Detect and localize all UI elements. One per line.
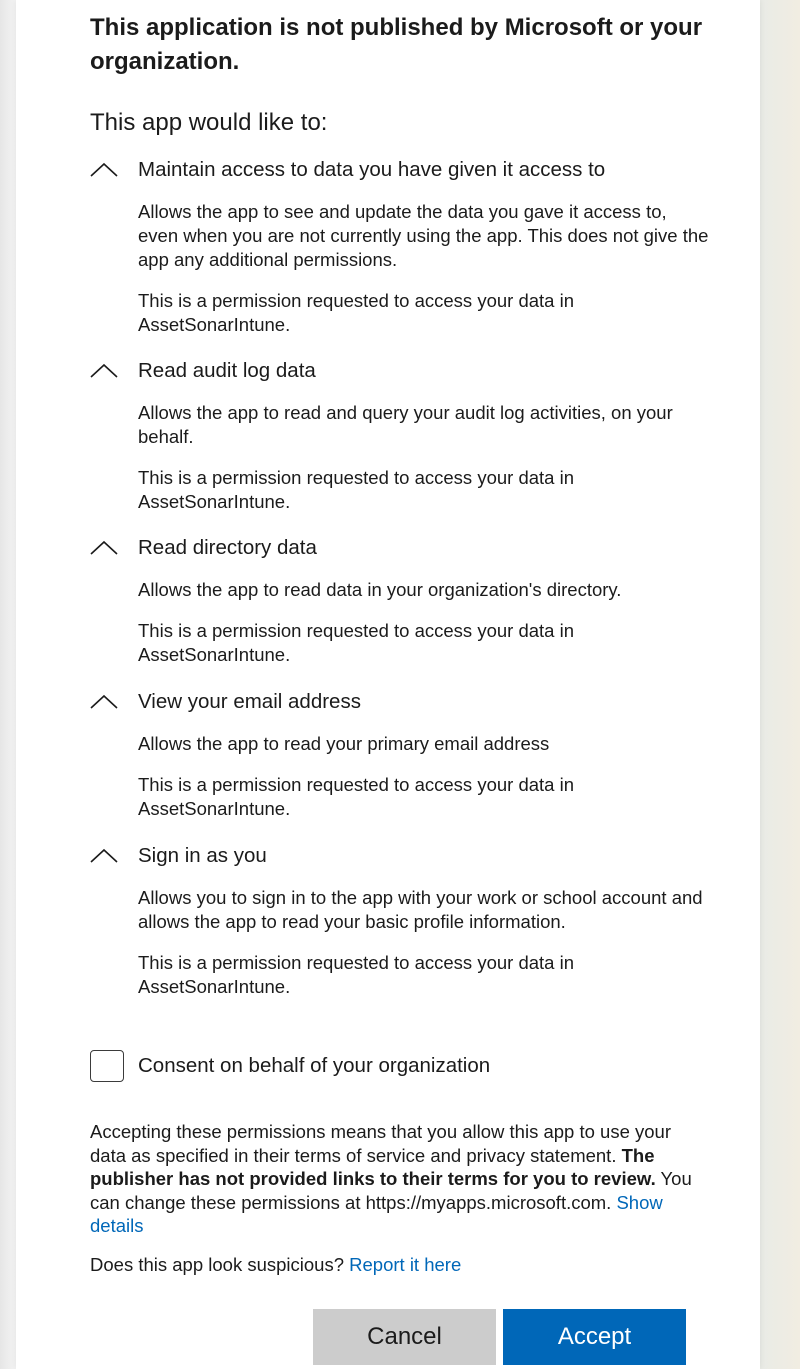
- permission-note-line: This is a permission requested to access your data in: [138, 620, 574, 641]
- permission-title: Sign in as you: [138, 844, 267, 867]
- dialog-subtitle: This app would like to:: [90, 109, 328, 136]
- permission-title: Read directory data: [138, 536, 317, 559]
- report-link[interactable]: Report it here: [349, 1254, 462, 1275]
- permission-note-line: This is a permission requested to access your data in: [138, 774, 574, 795]
- permission-note: [138, 773, 710, 821]
- permission-note-resource: AssetSonarIntune.: [138, 644, 291, 665]
- legal-text-end: You can change these permissions at https://myapps.microsoft.com.: [90, 1168, 692, 1213]
- permission-description: Allows the app to read and query your audit log activities, on your behalf.: [138, 402, 673, 447]
- permission-description: Allows the app to read data in your organization's directory.: [138, 579, 622, 600]
- permission-note-line: This is a permission requested to access your data in: [138, 952, 574, 973]
- permission-title: View your email address: [138, 690, 361, 713]
- permission-header[interactable]: [90, 356, 710, 386]
- permission-title: Maintain access to data you have given it access to: [138, 158, 606, 181]
- permission-header[interactable]: [90, 155, 710, 185]
- show-details-link[interactable]: Show details: [90, 1191, 663, 1236]
- legal-text-bold: The publisher has not provided links to their terms for you to review.: [90, 1144, 656, 1189]
- permission-note-resource: AssetSonarIntune.: [138, 314, 291, 335]
- permission-note-resource: AssetSonarIntune.: [138, 491, 291, 512]
- permission-note-line: This is a permission requested to access your data in: [138, 467, 574, 488]
- accept-button[interactable]: Accept: [503, 1309, 686, 1365]
- suspicious-question: Does this app look suspicious?: [90, 1254, 350, 1275]
- permission-note: [138, 289, 710, 337]
- permission-description: Allows the app to see and update the data you gave it access to, even when you are not currently using the app. This does not give the app any additional permissions.: [138, 201, 709, 270]
- consent-checkbox[interactable]: [90, 1050, 124, 1082]
- permission-description: Allows the app to read your primary email address: [138, 733, 550, 754]
- permission-view-email: [90, 687, 710, 821]
- chevron-up-icon[interactable]: [90, 848, 118, 864]
- permission-note-resource: AssetSonarIntune.: [138, 798, 291, 819]
- permission-maintain-access: [90, 155, 710, 337]
- dialog-title: This application is not published by Microsoft or your organization.: [90, 14, 703, 75]
- permission-note-resource: AssetSonarIntune.: [138, 976, 291, 997]
- consent-row[interactable]: [90, 1048, 690, 1084]
- background-right: [760, 0, 800, 1369]
- background-left: [0, 0, 16, 1369]
- permission-header[interactable]: [90, 841, 710, 871]
- legal-text-start: Accepting these permissions means that you allow this app to use your data as specified in their terms of service and privacy statement.: [90, 1121, 672, 1166]
- suspicious-row: [90, 1253, 461, 1277]
- permission-note-line: This is a permission requested to access your data in: [138, 290, 574, 311]
- permission-header[interactable]: [90, 687, 710, 717]
- permission-note: [138, 619, 710, 667]
- permission-title: Read audit log data: [138, 359, 316, 382]
- permission-note: [138, 951, 710, 999]
- consent-label[interactable]: Consent on behalf of your organization: [138, 1054, 491, 1077]
- permission-description: Allows you to sign in to the app with your work or school account and allows the app to read your basic profile information.: [138, 887, 703, 932]
- permission-header[interactable]: [90, 533, 710, 563]
- permission-read-directory: [90, 533, 710, 667]
- chevron-up-icon[interactable]: [90, 694, 118, 710]
- legal-text: [90, 1120, 700, 1238]
- permission-note: [138, 466, 710, 514]
- permission-read-audit-log: [90, 356, 710, 514]
- chevron-up-icon[interactable]: [90, 540, 118, 556]
- consent-dialog: [16, 0, 760, 1369]
- cancel-button[interactable]: Cancel: [313, 1309, 496, 1365]
- chevron-up-icon[interactable]: [90, 363, 118, 379]
- chevron-up-icon[interactable]: [90, 162, 118, 178]
- permission-sign-in: [90, 841, 710, 999]
